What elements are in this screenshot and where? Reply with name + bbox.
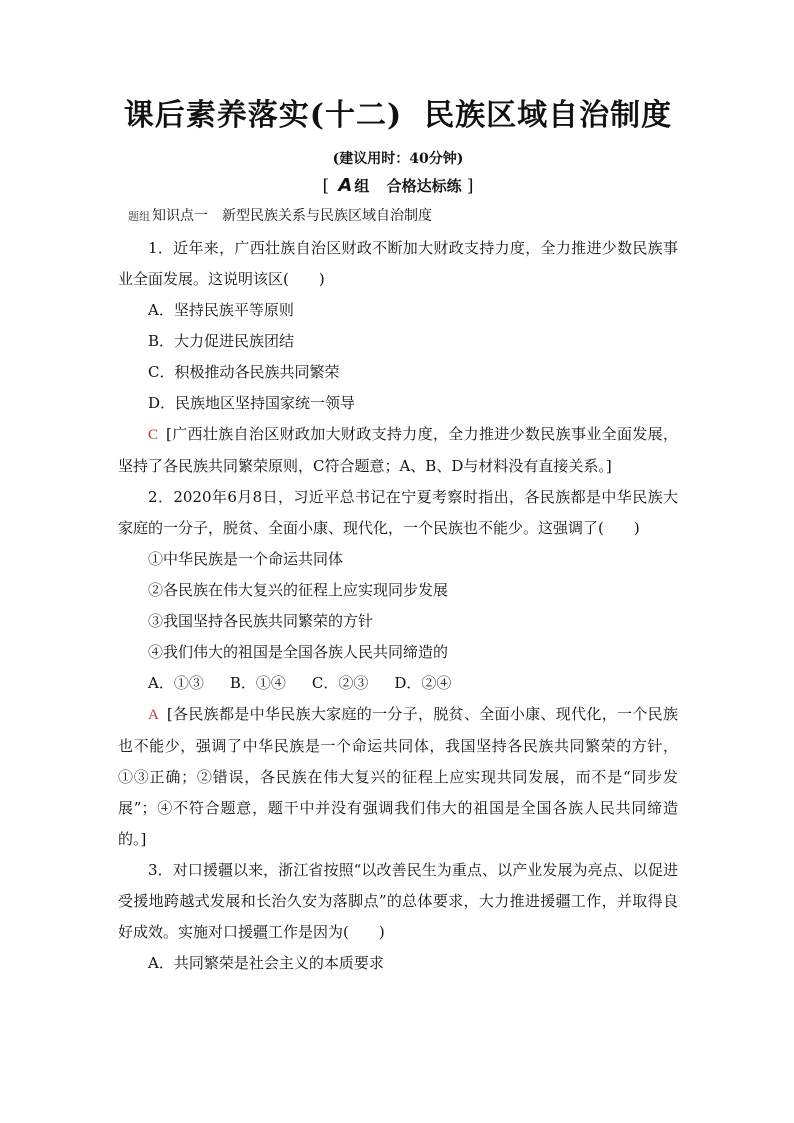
question-1-answer [118,419,678,482]
question-1-option-d: D．民族地区坚持国家统一领导 [148,394,356,412]
group-close-bracket: ] [466,176,474,196]
document-page [118,96,678,979]
question-2-answer-letter: A [148,707,159,723]
question-2-statement-4: ④我们伟大的祖国是全国各族人民共同缔造的 [148,643,449,661]
group-heading [118,174,678,198]
suggested-time: (建议用时：40分钟) [332,151,464,167]
question-2-statement-1: ①中华民族是一个命运共同体 [148,550,344,568]
knowledge-point-icon: 题组 [128,210,150,223]
question-1-option-a: A．坚持民族平等原则 [148,301,294,319]
title-topic: 民族区域自治制度 [424,98,673,133]
question-2-answer [118,699,678,855]
question-3-stem: 3．对口援疆以来，浙江省按照“以改善民生为重点、以产业发展为亮点、以促进受援地跨越式发展和长治久安为落脚点”的总体要求，大力推进援疆工作，并取得良好成效。实施对口援疆工作是因为( ) [118,861,678,941]
question-2-stem: 2．2020年6月8日，习近平总书记在宁夏考察时指出，各民族都是中华民族大家庭的一分子，脱贫、全面小康、现代化，一个民族也不能少。这强调了( ) [118,488,678,537]
page-title [118,96,678,136]
group-suffix: 组 [354,177,370,195]
question-1-explanation: [广西壮族自治区财政加大财政支持力度，全力推进少数民族事业全面发展，坚持了各民族共同繁荣原则，C符合题意；A、B、D与材料没有直接关系。] [118,425,678,475]
question-2-statement-3: ③我国坚持各民族共同繁荣的方针 [148,612,374,630]
question-1-answer-letter: C [148,427,159,443]
question-2-option-c: C．②③ [311,674,369,692]
question-2-explanation: [各民族都是中华民族大家庭的一分子，脱贫、全面小康、现代化，一个民族也不能少，强调了中华民族是一个命运共同体，我国坚持各民族共同繁荣的方针，①③正确；②错误，各民族在伟大复兴的征程上应实现共同发展，而不是“同步发展”；④不符合题意，题干中并没有强调我们伟大的祖国是全国各族人民共同缔造的。] [118,705,678,848]
group-name: 合格达标练 [386,177,462,195]
question-1-option-b: B．大力促进民族团结 [148,332,295,350]
knowledge-point [128,204,678,229]
title-lesson: 课后素养落实(十二) [123,98,403,133]
question-2-options [118,668,678,699]
question-2-statement-2: ②各民族在伟大复兴的征程上应实现同步发展 [148,581,449,599]
question-1-option-c: C．积极推动各民族共同繁荣 [148,363,340,381]
question-1-stem: 1．近年来，广西壮族自治区财政不断加大财政支持力度，全力推进少数民族事业全面发展。这说明该区( ) [118,239,678,288]
question-2-option-d: D．②④ [394,674,452,692]
group-letter: A [338,175,353,196]
group-open-bracket: [ [322,176,330,196]
question-2-option-b: B．①④ [229,674,286,692]
knowledge-point-text: 新型民族关系与民族区域自治制度 [222,208,432,224]
question-2-option-a: A．①③ [148,674,204,692]
question-3-option-a: A．共同繁荣是社会主义的本质要求 [148,954,384,972]
knowledge-point-label: 知识点一 [152,208,208,224]
